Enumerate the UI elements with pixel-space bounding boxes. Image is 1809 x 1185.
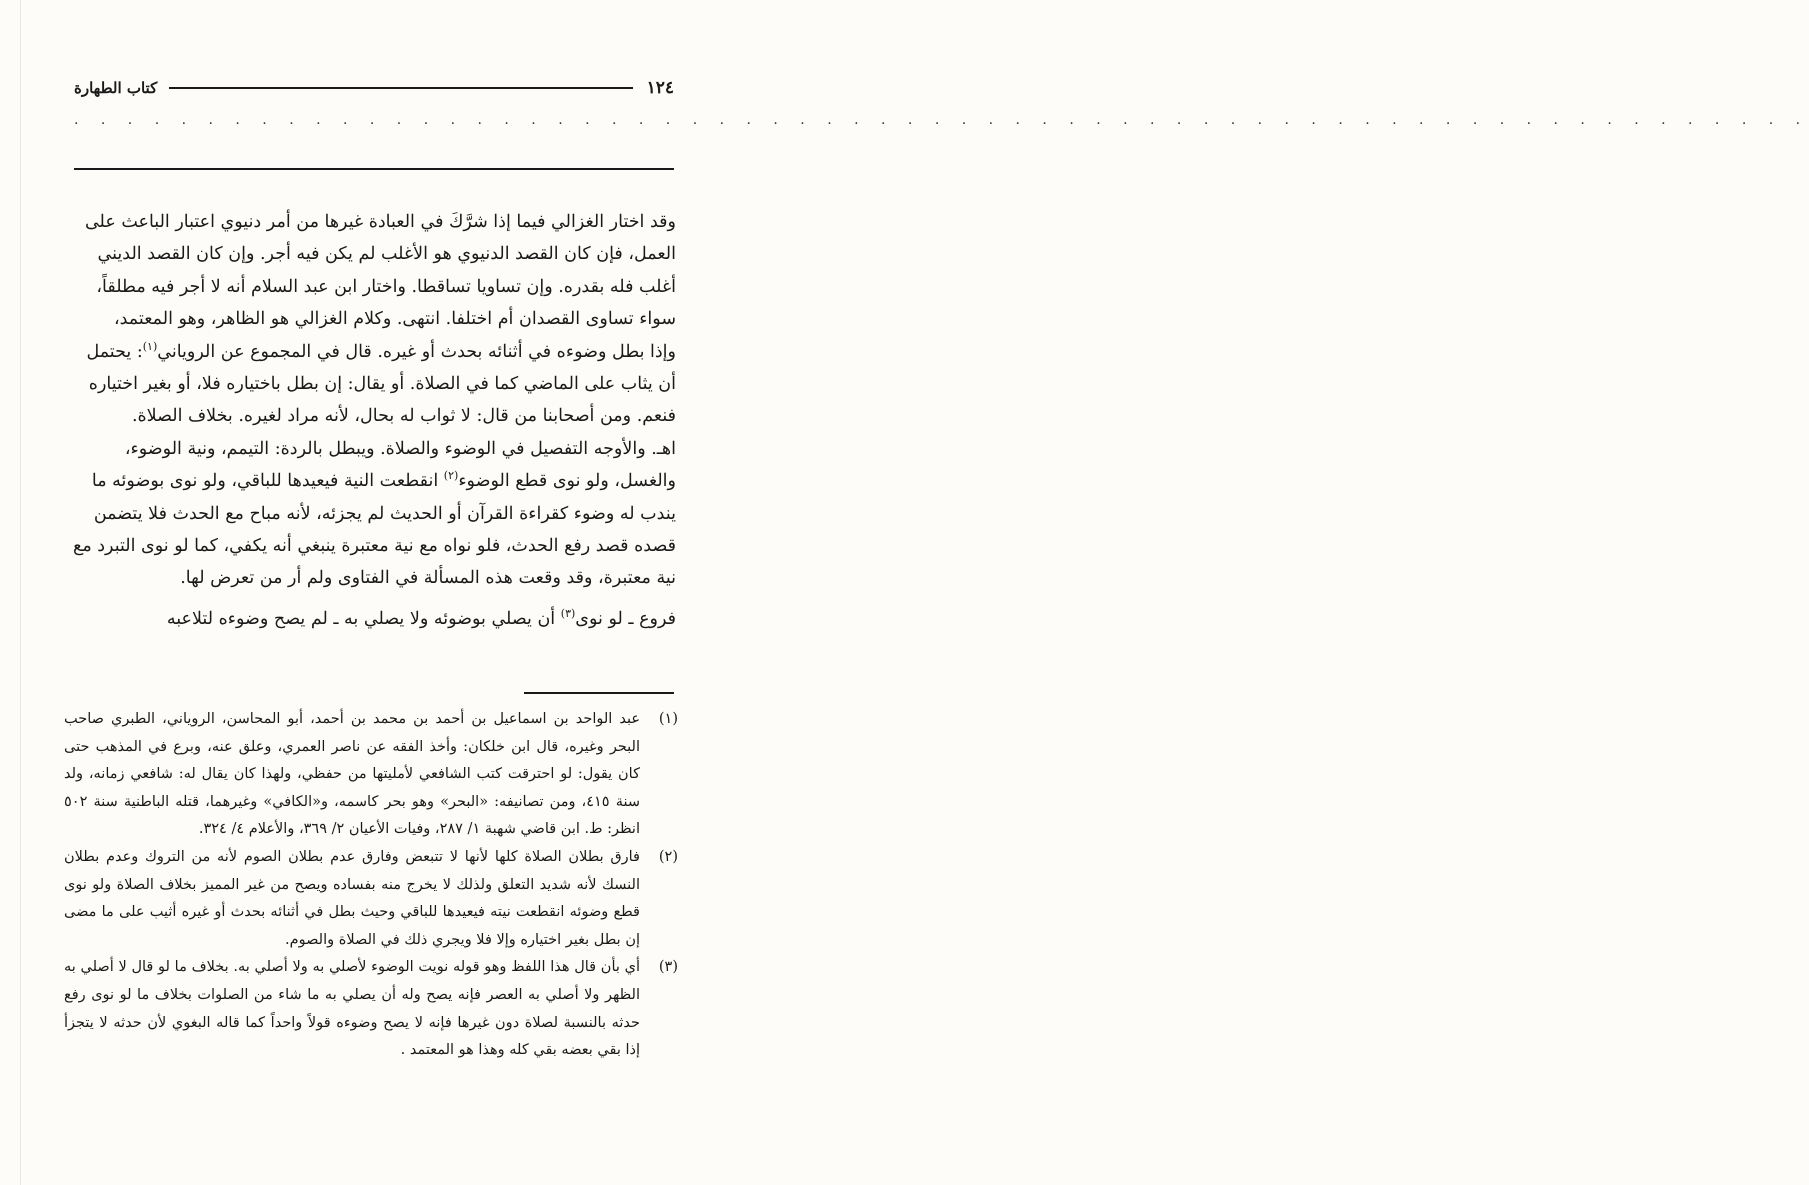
- text-line: نية معتبرة، وقد وقعت هذه المسألة في الفتاوى ولم أر من تعرض لها.: [180, 568, 676, 589]
- footnote-rule: [524, 692, 674, 694]
- text-line: العمل، فإن كان القصد الدنيوي هو الأغلب لم يكن فيه أجر. وإن كان القصد الديني: [97, 244, 676, 265]
- book-title: كتاب الطهارة: [74, 79, 158, 97]
- page-number: ١٢٤: [646, 78, 674, 98]
- text-span: والغسل، ولو نوى قطع الوضوء: [458, 471, 676, 492]
- dotted-separator: . . . . . . . . . . . . . . . . . . . . . . . . . . . . . . . . . . . . . . . . . . . . . . . . . . . . . . . . . . . . . . . . .: [74, 112, 1809, 128]
- running-header: [74, 70, 674, 106]
- text-span: فروع ـ لو نوى: [575, 608, 676, 629]
- text-line: أغلب فله بقدره. وإن تساويا تساقطا. واختار ابن عبد السلام أنه لا أجر فيه مطلقاً،: [96, 276, 676, 297]
- text-line: وقد اختار الغزالي فيما إذا شرَّكَ في العبادة غيرها من أمر دنيوي اعتبار الباعث على: [84, 212, 676, 232]
- text-span: أن يصلي بوضوئه ولا يصلي به ـ لم يصح وضوءه لتلاعبه: [166, 608, 556, 629]
- footnote: [64, 706, 678, 844]
- footnote-text: فارق بطلان الصلاة كلها لأنها لا تتبعض وفارق عدم بطلان الصوم لأنه من التروك وعدم بطلان النسك لأنه شديد التعلق ولذلك لا يخرج منه بفساده ويصح من غير المميز بخلاف الصلاة ولو نوى قطع وضوئه انقطعت نيته فيعيدها للباقي وحيث بطل في أثنائه بحدث أو غيره أثيب على ما مضى إن بطل بغير اختياره وإلا فلا ويجري ذلك في الصلاة والصوم.: [64, 848, 640, 948]
- text-span: انقطعت النية فيعيدها للباقي، ولو نوى بوضوئه ما: [91, 471, 439, 492]
- scan-margin-line: [20, 0, 21, 1185]
- text-line: [66, 465, 676, 497]
- footnote-text: أي بأن قال هذا اللفظ وهو قوله نويت الوضوء لأصلي به ولا أصلي به. بخلاف ما لو قال لا أصلي به الظهر ولا أصلي به العصر فإنه يصح وله أن يصلي به ما شاء من الصلوات بخلاف ما لو نوى رفع حدثه بالنسبة لصلاة دون غيرها فإنه لا يصح وضوءه قولاً واحداً كما قاله البغوي لأن حدثه لا يتجزأ إذا بقي بعضه بقي كله وهذا هو المعتمد .: [64, 959, 640, 1059]
- footnote-text: عبد الواحد بن اسماعيل بن أحمد بن محمد بن أحمد، أبو المحاسن، الروياني، الطبري صاحب البحر وغيره، قال ابن خلكان: وأخذ الفقه عن ناصر العمري، وعلق عنه، وبرع في المذهب حتى كان يقول: لو احترقت كتب الشافعي لأمليتها من حفظي، ولهذا كان يقال له: شافعي زمانه، ولد سنة ٤١٥، ومن تصانيفه: «البحر» وهو بحر كاسمه، و«الكافي» وغيرهما، قتله الباطنية سنة ٥٠٢ انظر: ط. ابن قاضي شهبة ١/ ٢٨٧، وفيات الأعيان ٢/ ٣٦٩، والأعلام ٤/ ٣٢٤.: [64, 711, 640, 838]
- text-line: فنعم. ومن أصحابنا من قال: لا ثواب له بحال، لأنه مراد لغيره. بخلاف الصلاة.: [131, 406, 676, 427]
- footnote-marker: (٢): [658, 848, 678, 865]
- footnote-marker: (١): [658, 711, 678, 727]
- footnotes: [64, 706, 678, 1065]
- text-line: قصده قصد رفع الحدث، فلو نواه مع نية معتبرة ينبغي أنه يكفي، كما لو نوى التبرد مع: [73, 536, 676, 557]
- footnote: [64, 844, 678, 954]
- text-line: يندب له وضوء كقراءة القرآن أو الحديث لم يجزئه، لأنه مباح مع الحدث فلا يتضمن: [93, 503, 676, 524]
- text-span: : يحتمل: [86, 341, 143, 362]
- main-text: [66, 206, 676, 635]
- footnote-marker: (٣): [658, 959, 678, 976]
- top-rule: [74, 168, 674, 170]
- footnote-ref-3[interactable]: (٣): [560, 607, 576, 621]
- header-rule: [169, 87, 632, 89]
- text-line: اهـ. والأوجه التفصيل في الوضوء والصلاة. ويبطل بالردة: التيمم، ونية الوضوء،: [124, 438, 676, 459]
- text-line: [66, 603, 676, 635]
- footnote-ref-1[interactable]: (١): [142, 339, 158, 353]
- text-line: [66, 336, 676, 368]
- text-line: سواء تساوى القصدان أم اختلفا. انتهى. وكلام الغزالي هو الظاهر، وهو المعتمد،: [113, 309, 676, 330]
- text-line: أن يثاب على الماضي كما في الصلاة. أو يقال: إن بطل باختياره فلا، أو بغير اختياره: [88, 374, 676, 395]
- footnote: [64, 954, 678, 1064]
- text-span: وإذا بطل وضوءه في أثنائه بحدث أو غيره. قال في المجموع عن الروياني: [157, 341, 676, 362]
- footnote-ref-2[interactable]: (٢): [443, 469, 459, 483]
